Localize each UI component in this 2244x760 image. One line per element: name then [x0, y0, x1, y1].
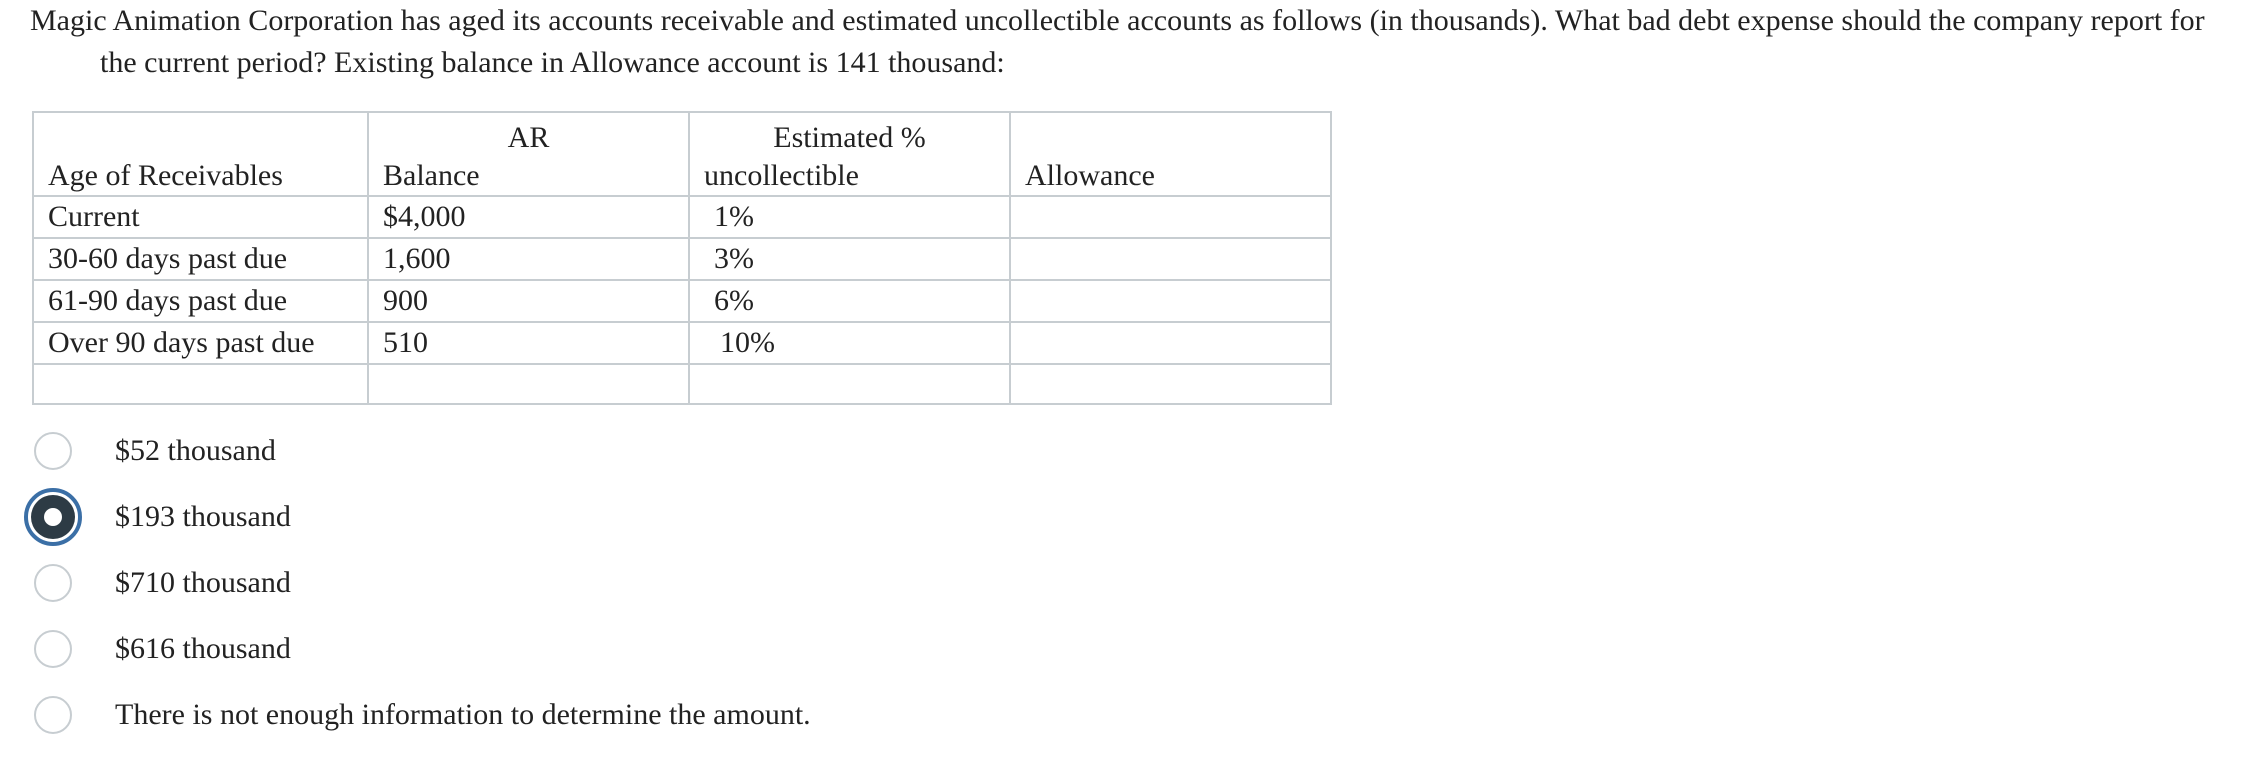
- answer-option-label[interactable]: $52 thousand: [115, 434, 276, 467]
- table-row: [33, 322, 1331, 364]
- cell-age: Current: [33, 196, 368, 238]
- cell-pct: 1%: [689, 196, 1010, 238]
- cell-allowance: [1010, 280, 1331, 322]
- cell-allowance: [1010, 238, 1331, 280]
- radio-button[interactable]: [34, 630, 72, 668]
- cell-balance: 510: [368, 322, 689, 364]
- header-estimated-label: Estimated %: [773, 121, 926, 154]
- header-uncollectible-label: uncollectible: [704, 159, 859, 192]
- table-row: [33, 280, 1331, 322]
- question-text: Magic Animation Corporation has aged its accounts receivable and estimated uncollectible accounts as follows (in thousands). What bad debt expense should the company report for the current period? Existing balance in Allowance account is 141 thousand:: [30, 4, 2205, 79]
- header-ar-label: AR: [507, 121, 550, 154]
- answer-option-label[interactable]: $616 thousand: [115, 632, 291, 665]
- table-row: [33, 196, 1331, 238]
- answer-option-label[interactable]: $710 thousand: [115, 566, 291, 599]
- cell-pct: 10%: [689, 322, 1010, 364]
- cell-pct: 6%: [689, 280, 1010, 322]
- cell-balance: 900: [368, 280, 689, 322]
- table-row: [33, 238, 1331, 280]
- cell-age: 30-60 days past due: [33, 238, 368, 280]
- radio-button-selected[interactable]: [24, 488, 82, 546]
- radio-button[interactable]: [34, 696, 72, 734]
- header-allowance: [1010, 112, 1331, 196]
- cell-age: Over 90 days past due: [33, 322, 368, 364]
- cell-allowance: [1010, 322, 1331, 364]
- header-age: [33, 112, 368, 196]
- radio-button[interactable]: [34, 432, 72, 470]
- answer-option-label[interactable]: There is not enough information to determine the amount.: [115, 698, 811, 731]
- cell-age: 61-90 days past due: [33, 280, 368, 322]
- cell-balance: 1,600: [368, 238, 689, 280]
- header-ar-balance: [368, 112, 689, 196]
- answer-option-label[interactable]: $193 thousand: [115, 500, 291, 533]
- table-empty-row: [33, 364, 1331, 404]
- cell-pct: 3%: [689, 238, 1010, 280]
- header-estimated-pct: [689, 112, 1010, 196]
- header-balance-label: Balance: [383, 159, 480, 192]
- aging-table: [32, 111, 1332, 405]
- radio-button[interactable]: [34, 564, 72, 602]
- header-age-label: Age of Receivables: [48, 159, 283, 192]
- cell-empty: [1010, 364, 1331, 404]
- cell-empty: [33, 364, 368, 404]
- header-allowance-label: Allowance: [1025, 159, 1155, 192]
- cell-allowance: [1010, 196, 1331, 238]
- table-header-row: [33, 112, 1331, 196]
- cell-empty: [368, 364, 689, 404]
- cell-balance: $4,000: [368, 196, 689, 238]
- cell-empty: [689, 364, 1010, 404]
